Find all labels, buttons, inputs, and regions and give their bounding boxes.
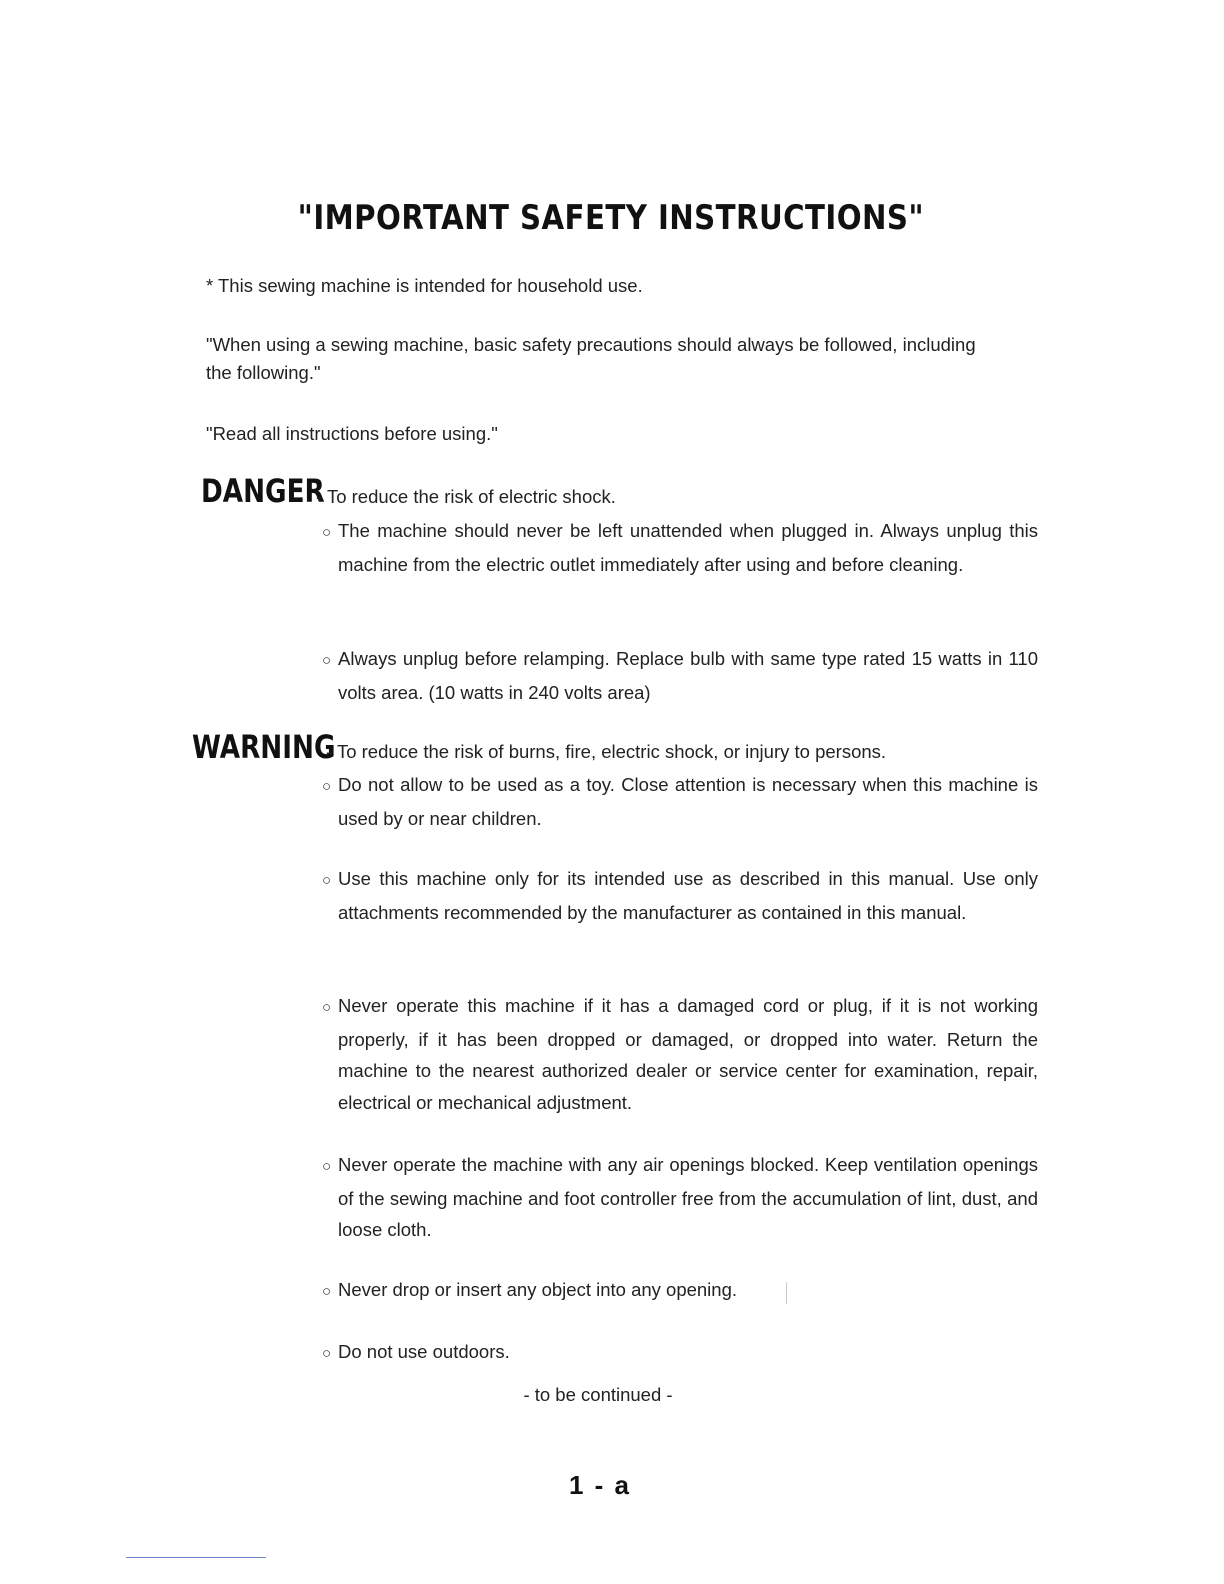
danger-label: DANGER	[201, 472, 325, 510]
danger-item-unattended	[322, 515, 1038, 580]
warning-description: - To reduce the risk of burns, fire, electric shock, or injury to persons.	[326, 741, 887, 762]
intro-household-use: * This sewing machine is intended for household use.	[206, 275, 643, 296]
warning-item-air-openings	[322, 1149, 1038, 1246]
warning-item-text: Do not allow to be used as a toy. Close attention is necessary when this machine is used by or near children.	[338, 774, 1038, 829]
circle-bullet-icon: ○	[322, 872, 332, 889]
warning-item-toy	[322, 769, 1038, 834]
circle-bullet-icon: ○	[322, 652, 332, 669]
intro-safety-precautions: "When using a sewing machine, basic safety precautions should always be followed, including the following."	[206, 334, 976, 383]
scan-edge-rule	[126, 1557, 266, 1558]
intro-read-instructions: "Read all instructions before using."	[206, 423, 498, 444]
circle-bullet-icon: ○	[322, 999, 332, 1016]
circle-bullet-icon: ○	[322, 1345, 332, 1362]
scan-artifact	[786, 1282, 787, 1304]
circle-bullet-icon: ○	[322, 1158, 332, 1175]
warning-label: WARNING	[192, 728, 336, 766]
warning-item-damaged-cord	[322, 990, 1038, 1118]
danger-item-text: The machine should never be left unattended when plugged in. Always unplug this machine from the electric outlet immediately after using and before cleaning.	[338, 520, 1038, 575]
page-title: "IMPORTANT SAFETY INSTRUCTIONS"	[297, 198, 925, 238]
warning-item-intended-use	[322, 863, 1038, 928]
warning-item-text: Never drop or insert any object into any opening.	[338, 1279, 738, 1300]
circle-bullet-icon: ○	[322, 778, 332, 795]
danger-description: - To reduce the risk of electric shock.	[316, 486, 616, 507]
danger-item-text: Always unplug before relamping. Replace bulb with same type rated 15 watts in 110 volts area. (10 watts in 240 volts area)	[338, 648, 1038, 703]
page-number: 1 - a	[568, 1470, 632, 1500]
circle-bullet-icon: ○	[322, 1283, 332, 1300]
warning-item-text: Never operate this machine if it has a damaged cord or plug, if it is not working properly, if it has been dropped or damaged, or dropped into water. Return the machine to the nearest authorized dealer or service center for examination, repair, electrical or mechanical adjustment.	[338, 995, 1038, 1113]
warning-item-text: Never operate the machine with any air openings blocked. Keep ventilation openings of the sewing machine and foot controller free from the accumulation of lint, dust, and loose cloth.	[338, 1154, 1038, 1240]
warning-item-insert-object	[322, 1274, 1038, 1308]
warning-item-text: Do not use outdoors.	[338, 1341, 510, 1362]
continued-note: - to be continued -	[523, 1384, 673, 1405]
warning-item-text: Use this machine only for its intended use as described in this manual. Use only attachments recommended by the manufacturer as contained in this manual.	[338, 868, 1038, 923]
danger-item-relamping	[322, 643, 1038, 708]
circle-bullet-icon: ○	[322, 524, 332, 541]
warning-item-outdoors	[322, 1336, 1038, 1370]
